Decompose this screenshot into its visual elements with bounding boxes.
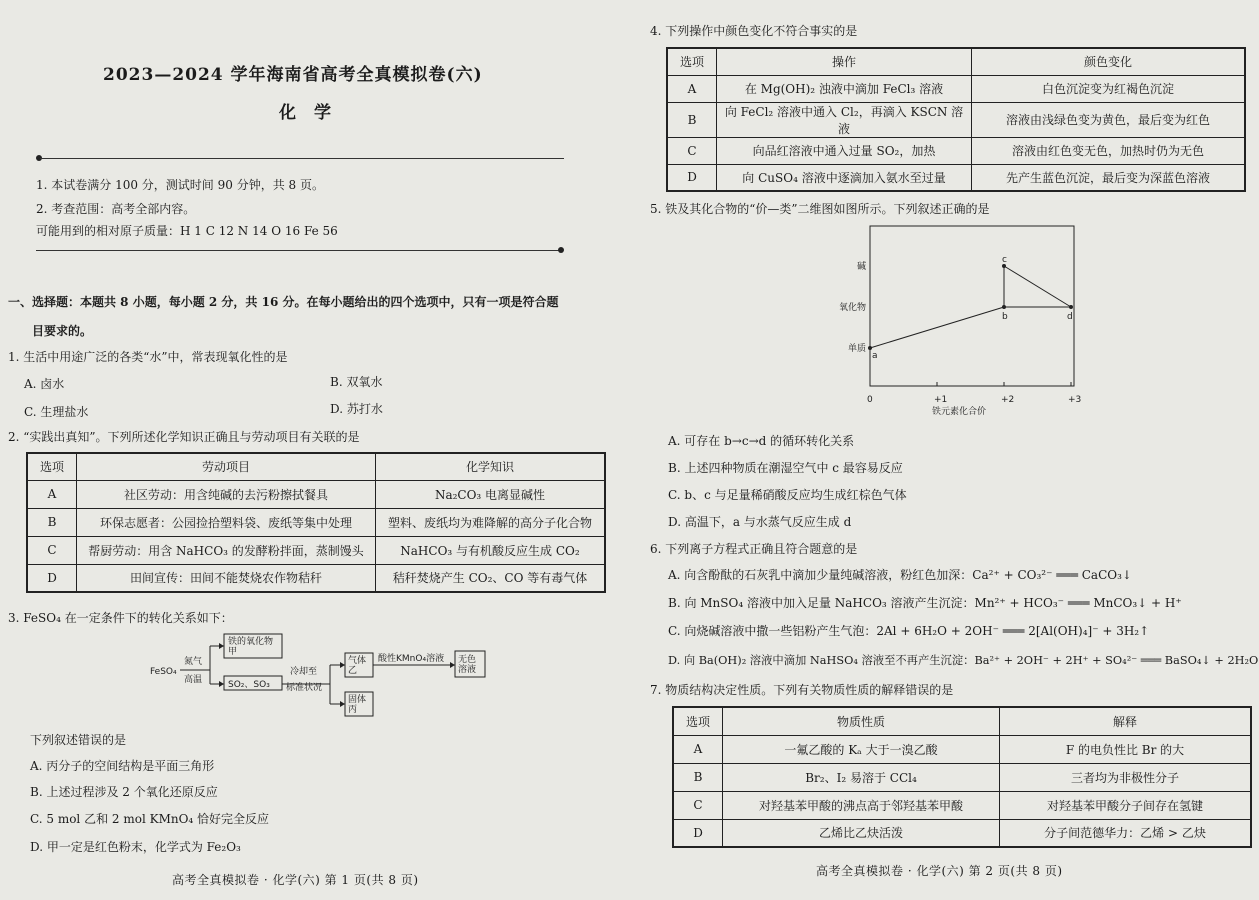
q1-option-b: B. 双氧水 — [330, 375, 383, 389]
table-cell: B — [673, 763, 723, 791]
table-header-row — [673, 707, 1251, 735]
rule-line — [36, 250, 560, 251]
header-cell: 选项 — [673, 707, 723, 735]
table-row — [27, 564, 605, 592]
q2-table — [26, 452, 606, 593]
table-cell: 在 Mg(OH)₂ 浊液中滴加 FeCl₃ 溶液 — [717, 75, 972, 102]
y-category-label: 单质 — [847, 344, 866, 354]
flow-kmno4: 酸性KMnO₄溶液 — [378, 654, 445, 664]
flow-start: FeSO₄ — [150, 667, 177, 677]
table-cell: 帮厨劳动：用含 NaHCO₃ 的发酵粉拌面，蒸制馒头 — [77, 536, 376, 564]
q6-stem: 6. 下列离子方程式正确且符合题意的是 — [650, 542, 858, 556]
page-footer: 高考全真模拟卷 · 化学(六) 第 2 页(共 8 页) — [816, 864, 1063, 878]
q6-option-a: A. 向含酚酞的石灰乳中滴加少量纯碱溶液，粉红色加深：Ca²⁺ + CO₃²⁻ ═══ CaCO₃↓ — [668, 568, 1132, 582]
chart-point-label: b — [1002, 312, 1008, 322]
subject-title: 化学 — [279, 103, 349, 123]
table-cell: Br₂、I₂ 易溶于 CCl₄ — [723, 763, 1000, 791]
table-cell: Na₂CO₃ 电离显碱性 — [376, 480, 606, 508]
table-cell: 溶液由浅绿色变为黄色，最后变为红色 — [972, 102, 1246, 137]
table-cell: 社区劳动：用含纯碱的去污粉擦拭餐具 — [77, 480, 376, 508]
page-2 — [630, 0, 1259, 900]
table-cell: 塑料、废纸均为难降解的高分子化合物 — [376, 508, 606, 536]
arrow-head — [340, 701, 345, 707]
table-cell: 田间宣传：田间不能焚烧农作物秸秆 — [77, 564, 376, 592]
header-cell: 劳动项目 — [77, 453, 376, 480]
table-cell: C — [673, 791, 723, 819]
section-heading-cont: 目要求的。 — [32, 324, 93, 338]
flow-cond-bottom: 高温 — [184, 675, 203, 685]
chart-segment-a-b — [870, 307, 1004, 348]
page-footer: 高考全真模拟卷 · 化学(六) 第 1 页(共 8 页) — [172, 873, 419, 887]
q1-option-d: D. 苏打水 — [330, 402, 383, 416]
flow-box2: SO₂、SO₃ — [228, 680, 270, 690]
table-cell: 三者均为非极性分子 — [1000, 763, 1252, 791]
flow-cool-bottom: 标准状况 — [286, 683, 323, 693]
arrow-head — [340, 662, 345, 668]
header-cell: 物质性质 — [723, 707, 1000, 735]
table-cell: 环保志愿者：公园捡拾塑料袋、废纸等集中处理 — [77, 508, 376, 536]
table-cell: D — [667, 164, 717, 191]
header-cell: 颜色变化 — [972, 48, 1246, 75]
q6-option-b: B. 向 MnSO₄ 溶液中加入足量 NaHCO₃ 溶液产生沉淀：Mn²⁺ + HCO₃⁻ ═══ MnCO₃↓ + H⁺ — [668, 596, 1182, 610]
table-cell: 向品红溶液中通入过量 SO₂，加热 — [717, 137, 972, 164]
q5-stem: 5. 铁及其化合物的“价—类”二维图如图所示。下列叙述正确的是 — [650, 202, 990, 216]
table-cell: 对羟基苯甲酸的沸点高于邻羟基苯甲酸 — [723, 791, 1000, 819]
rule-line — [40, 158, 564, 159]
q1-option-a: A. 卤水 — [24, 377, 65, 391]
table-cell: A — [667, 75, 717, 102]
table-cell: 向 CuSO₄ 溶液中逐滴加入氨水至过量 — [717, 164, 972, 191]
q5-option-c: C. b、c 与足量稀硝酸反应均生成红棕色气体 — [668, 488, 907, 502]
y-category-label: 氧化物 — [838, 303, 866, 313]
table-row — [673, 735, 1251, 763]
flow-cool-top: 冷却至 — [290, 667, 318, 677]
flow-box1: 铁的氧化物甲 — [228, 637, 274, 657]
table-row — [667, 164, 1245, 191]
q6-option-d: D. 向 Ba(OH)₂ 溶液中滴加 NaHSO₄ 溶液至不再产生沉淀：Ba²⁺ + 2OH⁻ + 2H⁺ + SO₄²⁻ ═══ BaSO₄↓ + 2H₂O — [668, 654, 1259, 667]
table-cell: 先产生蓝色沉淀，最后变为深蓝色溶液 — [972, 164, 1246, 191]
table-cell: A — [673, 735, 723, 763]
table-cell: NaHCO₃ 与有机酸反应生成 CO₂ — [376, 536, 606, 564]
q3-ask: 下列叙述错误的是 — [30, 733, 127, 747]
table-cell: B — [667, 102, 717, 137]
chart-point-d — [1069, 305, 1073, 309]
header-cell: 化学知识 — [376, 453, 606, 480]
x-axis-label: 铁元素化合价 — [932, 407, 987, 417]
x-tick-label: +3 — [1068, 395, 1082, 405]
table-cell: 对羟基苯甲酸分子间存在氢键 — [1000, 791, 1252, 819]
table-row — [673, 819, 1251, 847]
header-cell: 选项 — [667, 48, 717, 75]
x-tick-label: 0 — [867, 395, 873, 405]
table-row — [27, 508, 605, 536]
q3-flow-diagram — [140, 628, 500, 720]
chart-point-b — [1002, 305, 1006, 309]
table-header-row — [667, 48, 1245, 75]
table-cell: D — [673, 819, 723, 847]
q3-option-a: A. 丙分子的空间结构是平面三角形 — [30, 759, 215, 773]
q5-option-b: B. 上述四种物质在潮湿空气中 c 最容易反应 — [668, 461, 903, 475]
table-cell: 溶液由红色变无色，加热时仍为无色 — [972, 137, 1246, 164]
table-row — [27, 480, 605, 508]
q1-stem: 1. 生活中用途广泛的各类“水”中，常表现氧化性的是 — [8, 350, 288, 364]
q5-option-d: D. 高温下，a 与水蒸气反应生成 d — [668, 515, 852, 529]
table-cell: A — [27, 480, 77, 508]
table-row — [667, 75, 1245, 102]
chart-point-a — [868, 346, 872, 350]
table-cell: 白色沉淀变为红褐色沉淀 — [972, 75, 1246, 102]
chart-point-label: c — [1002, 255, 1007, 265]
q3-option-d: D. 甲一定是红色粉末，化学式为 Fe₂O₃ — [30, 840, 241, 854]
table-row — [667, 137, 1245, 164]
x-tick-label: +2 — [1001, 395, 1015, 405]
note-1: 1. 本试卷满分 100 分，测试时间 90 分钟，共 8 页。 — [36, 178, 324, 192]
q2-stem: 2. “实践出真知”。下列所述化学知识正确且与劳动项目有关联的是 — [8, 430, 360, 444]
table-row — [673, 763, 1251, 791]
table-row — [667, 102, 1245, 137]
chart-segment-c-d — [1004, 266, 1071, 307]
table-cell: 乙烯比乙炔活泼 — [723, 819, 1000, 847]
table-cell: D — [27, 564, 77, 592]
table-header-row — [27, 453, 605, 480]
flow-colorless: 无色溶液 — [458, 655, 477, 675]
table-cell: C — [27, 536, 77, 564]
x-tick-label: +1 — [934, 395, 948, 405]
table-cell: 分子间范德华力：乙烯 > 乙炔 — [1000, 819, 1252, 847]
table-row — [27, 536, 605, 564]
rule-dot — [558, 247, 564, 253]
flow-solid: 固体丙 — [348, 695, 367, 715]
table-cell: 一氟乙酸的 Kₐ 大于一溴乙酸 — [723, 735, 1000, 763]
exam-title: 2023—2024 学年海南省高考全真模拟卷(六) — [103, 65, 483, 85]
arrow-head — [219, 681, 224, 687]
note-3: 可能用到的相对原子质量：H 1 C 12 N 14 O 16 Fe 56 — [36, 224, 338, 238]
table-cell: 秸秆焚烧产生 CO₂、CO 等有毒气体 — [376, 564, 606, 592]
q6-option-c: C. 向烧碱溶液中撒一些铝粉产生气泡：2Al + 6H₂O + 2OH⁻ ═══ 2[Al(OH)₄]⁻ + 3H₂↑ — [668, 624, 1150, 638]
y-category-label: 碱 — [856, 262, 866, 272]
q3-option-b: B. 上述过程涉及 2 个氧化还原反应 — [30, 785, 218, 799]
note-2: 2. 考查范围：高考全部内容。 — [36, 202, 196, 216]
chart-frame — [870, 226, 1074, 386]
q3-option-c: C. 5 mol 乙和 2 mol KMnO₄ 恰好完全反应 — [30, 812, 270, 826]
chart-point-label: d — [1067, 312, 1073, 322]
table-cell: B — [27, 508, 77, 536]
q7-table — [672, 706, 1252, 848]
table-cell: F 的电负性比 Br 的大 — [1000, 735, 1252, 763]
chart-point-label: a — [872, 351, 878, 361]
q5-chart — [820, 222, 1090, 422]
q7-stem: 7. 物质结构决定性质。下列有关物质性质的解释错误的是 — [650, 683, 954, 697]
header-cell: 操作 — [717, 48, 972, 75]
header-cell: 解释 — [1000, 707, 1252, 735]
q3-stem: 3. FeSO₄ 在一定条件下的转化关系如下： — [8, 611, 233, 625]
q1-option-c: C. 生理盐水 — [24, 405, 89, 419]
arrow-head — [219, 643, 224, 649]
flow-cond-top: 氮气 — [184, 657, 203, 667]
section-heading: 一、选择题：本题共 8 小题，每小题 2 分，共 16 分。在每小题给出的四个选项中，只有一项是符合题 — [8, 295, 559, 309]
table-row — [673, 791, 1251, 819]
q5-option-a: A. 可存在 b→c→d 的循环转化关系 — [668, 434, 855, 448]
table-cell: C — [667, 137, 717, 164]
q4-stem: 4. 下列操作中颜色变化不符合事实的是 — [650, 24, 858, 38]
flow-gas: 气体乙 — [348, 656, 367, 676]
header-cell: 选项 — [27, 453, 77, 480]
q4-table — [666, 47, 1246, 192]
table-cell: 向 FeCl₂ 溶液中通入 Cl₂，再滴入 KSCN 溶液 — [717, 102, 972, 137]
arrow-head — [450, 662, 455, 668]
